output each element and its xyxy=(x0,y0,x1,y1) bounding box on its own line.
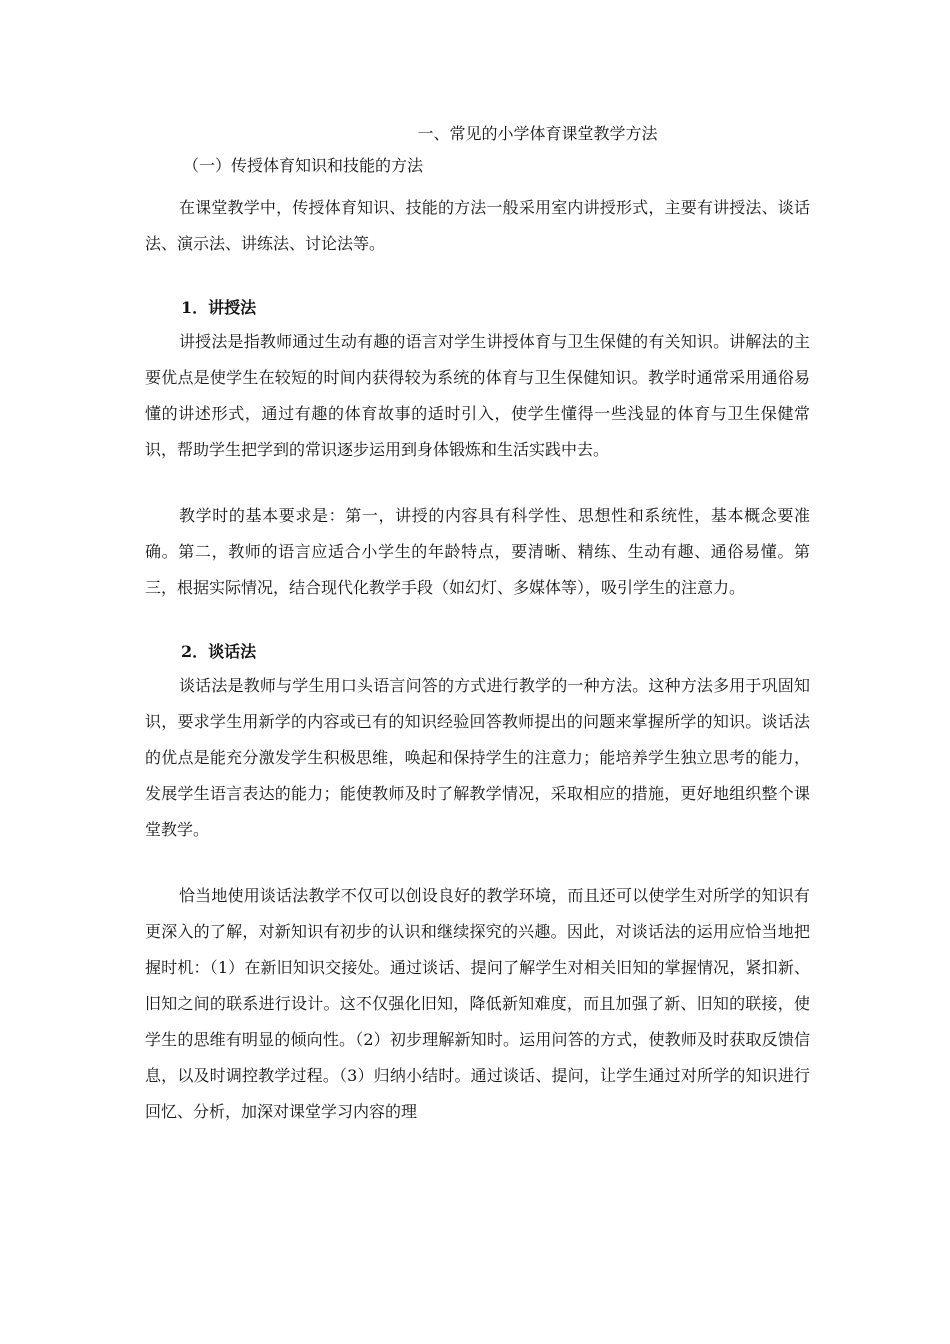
document-body xyxy=(145,118,810,1130)
lecture-paragraph-2: 教学时的基本要求是：第一，讲授的内容具有科学性、思想性和系统性，基本概念要准确。第二，教师的语言应适合小学生的年龄特点，要清晰、精练、生动有趣、通俗易懂。第三，根据实际情况，结合现代化教学手段（如幻灯、多媒体等），吸引学生的注意力。 xyxy=(145,506,810,597)
section-heading: （一）传授体育知识和技能的方法 xyxy=(183,156,424,175)
lecture-paragraph-1: 讲授法是指教师通过生动有趣的语言对学生讲授体育与卫生保健的有关知识。讲解法的主要优点是使学生在较短的时间内获得较为系统的体育与卫生保健知识。教学时通常采用通俗易懂的讲述形式，通过有趣的体育故事的适时引入，使学生懂得一些浅显的体育与卫生保健常识，帮助学生把学到的常识逐步运用到身体锻炼和生活实践中去。 xyxy=(145,332,810,459)
method-heading-discussion: 2．谈话法 xyxy=(181,642,257,661)
section-intro-paragraph: 在课堂教学中，传授体育知识、技能的方法一般采用室内讲授形式，主要有讲授法、谈话法、演示法、讲练法、讨论法等。 xyxy=(145,198,810,253)
discussion-paragraph-2: 恰当地使用谈话法教学不仅可以创设良好的教学环境，而且还可以使学生对所学的知识有更深入的了解，对新知识有初步的认识和继续探究的兴趣。因此，对谈话法的运用应恰当地把握时机：（1）在新旧知识交接处。通过谈话、提问了解学生对相关旧知的掌握情况，紧扣新、旧知之间的联系进行设计。这不仅强化旧知，降低新知难度，而且加强了新、旧知的联接，使学生的思维有明显的倾向性。（2）初步理解新知时。运用问答的方式，使教师及时获取反馈信息，以及时调控教学过程。（3）归纳小结时。通过谈话、提问，让学生通过对所学的知识进行回忆、分析，加深对课堂学习内容的理 xyxy=(145,886,810,1121)
method-heading-lecture: 1．讲授法 xyxy=(181,298,257,317)
discussion-paragraph-1: 谈话法是教师与学生用口头语言问答的方式进行教学的一种方法。这种方法多用于巩固知识，要求学生用新学的内容或已有的知识经验回答教师提出的问题来掌握所学的知识。谈话法的优点是能充分激发学生积极思维，唤起和保持学生的注意力；能培养学生独立思考的能力，发展学生语言表达的能力；能使教师及时了解教学情况，采取相应的措施，更好地组织整个课堂教学。 xyxy=(145,676,810,839)
document-title: 一、常见的小学体育课堂教学方法 xyxy=(417,124,658,143)
